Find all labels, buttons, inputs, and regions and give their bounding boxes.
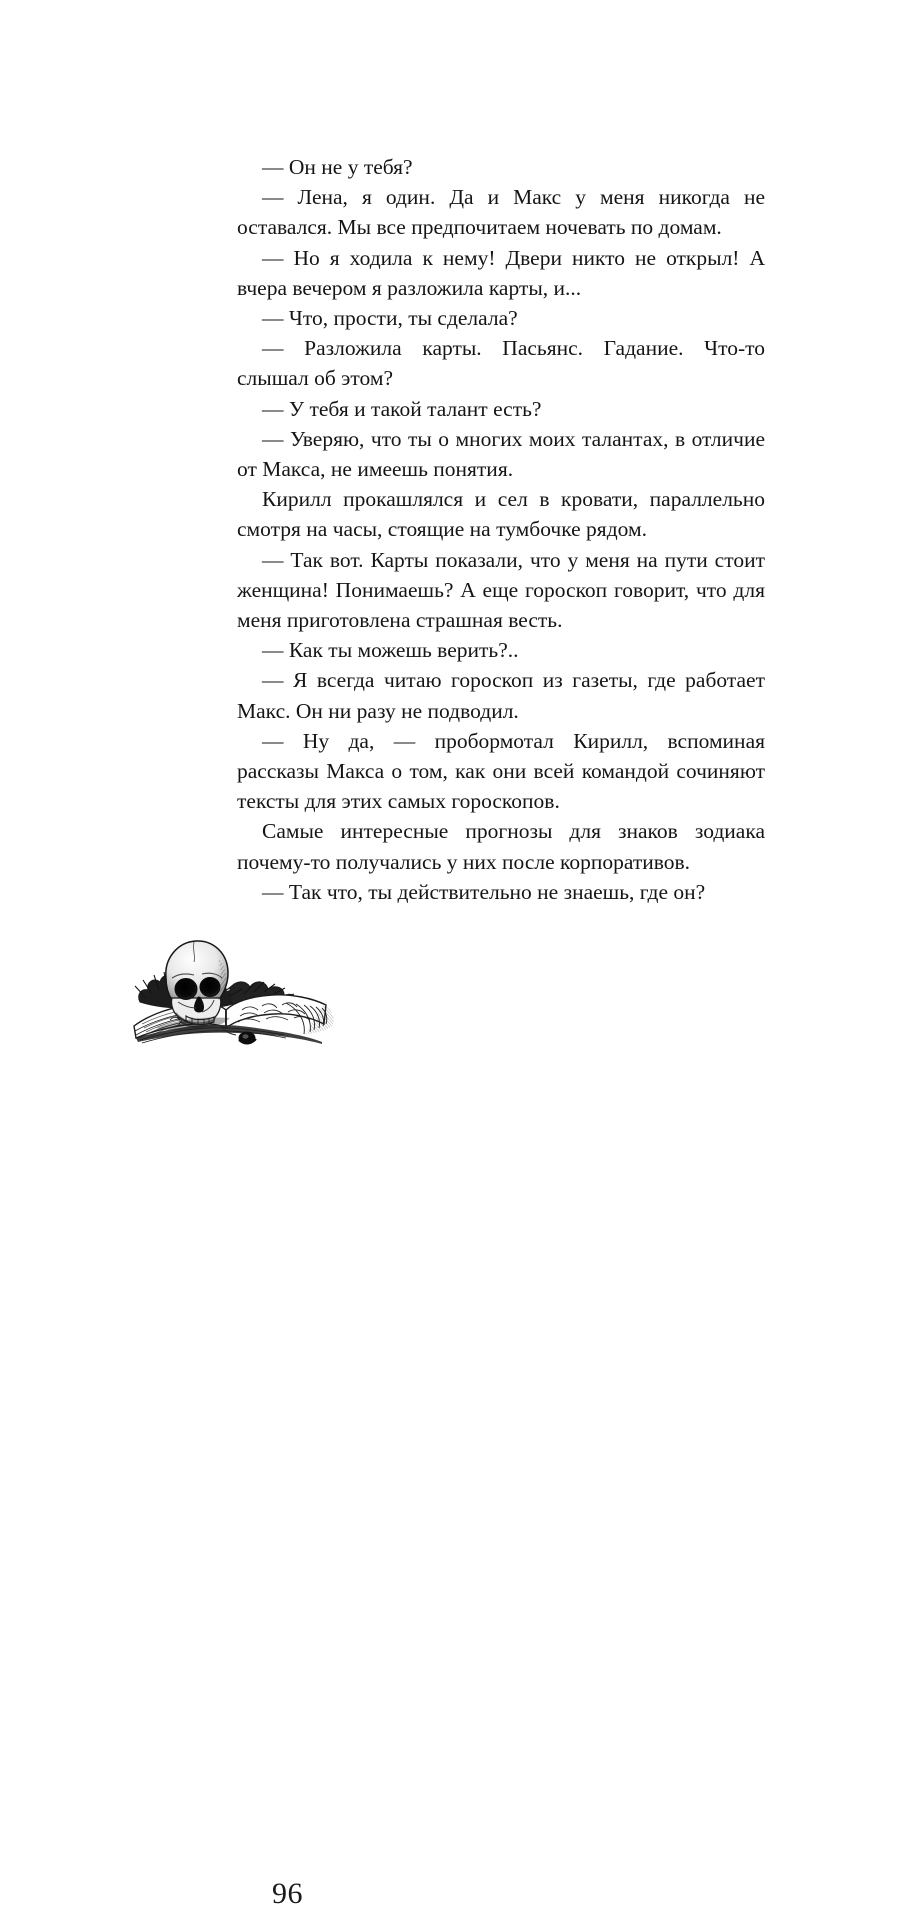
paragraph: — Я всегда читаю гороскоп из газеты, где работает Макс. Он ни разу не подводил.: [237, 668, 765, 723]
skull-on-open-book-vignette: [126, 932, 342, 1048]
paragraph: — Разложила карты. Пасьянс. Гадание. Что-то слышал об этом?: [237, 336, 765, 391]
paragraph: — Так что, ты действительно не знаешь, где он?: [262, 879, 706, 904]
paragraph: — Лена, я один. Да и Макс у меня никогда не оставался. Мы все предпочитаем ночевать по домам.: [237, 185, 765, 240]
page-body-text: [237, 152, 765, 907]
paragraph: Самые интересные прогнозы для знаков зодиака почему-то получались у них после корпоративов.: [237, 819, 765, 874]
page-footer: [0, 930, 900, 1910]
paragraph: — Ну да, — пробормотал Кирилл, вспоминая рассказы Макса о том, как они всей командой сочиняют тексты для этих самых гороскопов.: [237, 728, 765, 814]
paragraph: — Что, прости, ты сделала?: [262, 306, 518, 331]
paragraph: — Как ты можешь верить?..: [262, 638, 519, 663]
paragraph: — Но я ходила к нему! Двери никто не открыл! А вчера вечером я разложила карты, и...: [237, 245, 765, 300]
skull-book-illustration-svg: [126, 932, 342, 1048]
paragraph: — Так вот. Карты показали, что у меня на пути стоит женщина! Понимаешь? А еще гороскоп говорит, что для меня приготовлена страшная весть.: [237, 547, 765, 633]
page-number: 96: [272, 1877, 303, 1910]
paragraph: Кирилл прокашлялся и сел в кровати, параллельно смотря на часы, стоящие на тумбочке рядом.: [237, 487, 765, 542]
paragraph: — Уверяю, что ты о многих моих талантах, в отличие от Макса, не имеешь понятия.: [237, 426, 765, 482]
paragraph: — У тебя и такой талант есть?: [262, 396, 542, 421]
paragraph: — Он не у тебя?: [262, 155, 413, 179]
